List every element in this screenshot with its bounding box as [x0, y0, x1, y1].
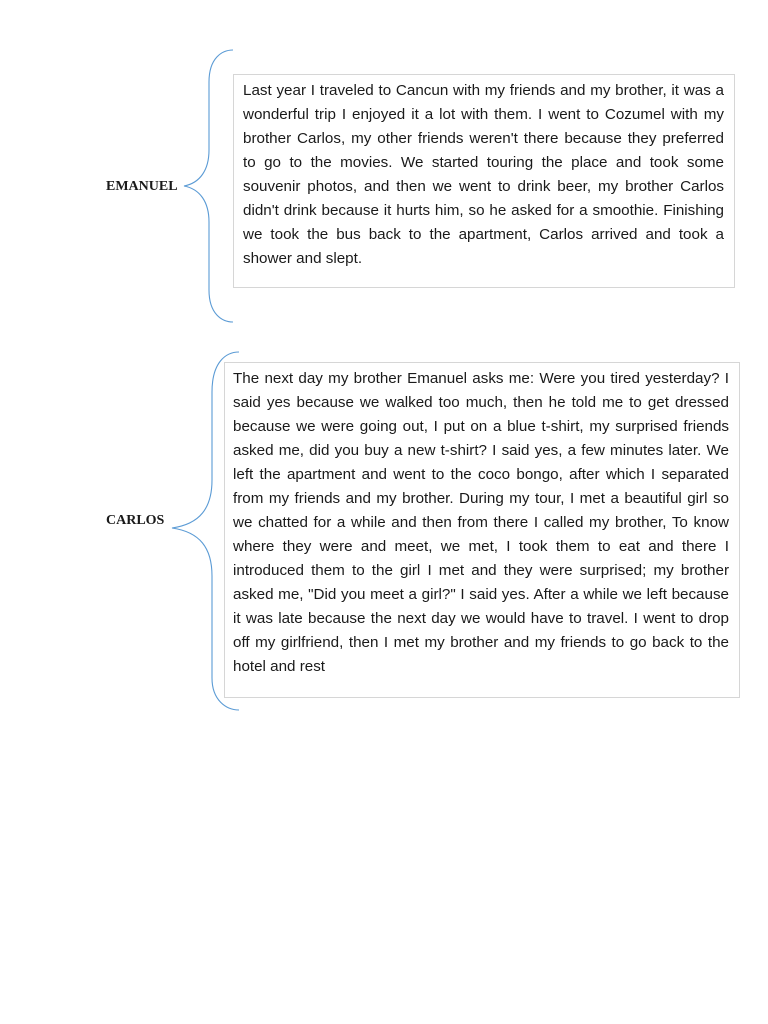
section-label-carlos: CARLOS — [106, 513, 165, 528]
paragraph-carlos: The next day my brother Emanuel asks me: Were you tired yesterday? I said yes because we walked too much, then he told me to get dressed because we were going out, I put on a blue t-shirt, my surprised friends asked me, did you buy a new t-shirt? I said yes, a few minutes later. We left the apartment and went to the coco bongo, after which I separated from my friends and my brother. During my tour, I met a beautiful girl so we chatted for a while and then from there I called my brother, To know where they were and meet, we met, I took them to eat and there I introduced them to the girl I met and they were surprised; my brother asked me, "Did you meet a girl?" I said yes. After a while we left because it was late because the next day we would have to travel. I went to drop off my girlfriend, then I met my brother and my friends to go back to the hotel and rest — [233, 370, 729, 675]
paragraph-emanuel: Last year I traveled to Cancun with my friends and my brother, it was a wonderful trip I enjoyed it a lot with them. I went to Cozumel with my brother Carlos, my other friends weren't there because they preferred to go to the movies. We started touring the place and took some souvenir photos, and then we went to drink beer, my brother Carlos didn't drink because it hurts him, so he asked for a smoothie. Finishing we took the bus back to the apartment, Carlos arrived and took a shower and slept. — [243, 82, 724, 267]
section-label-emanuel: EMANUEL — [106, 179, 178, 194]
text-box-carlos — [224, 362, 740, 698]
